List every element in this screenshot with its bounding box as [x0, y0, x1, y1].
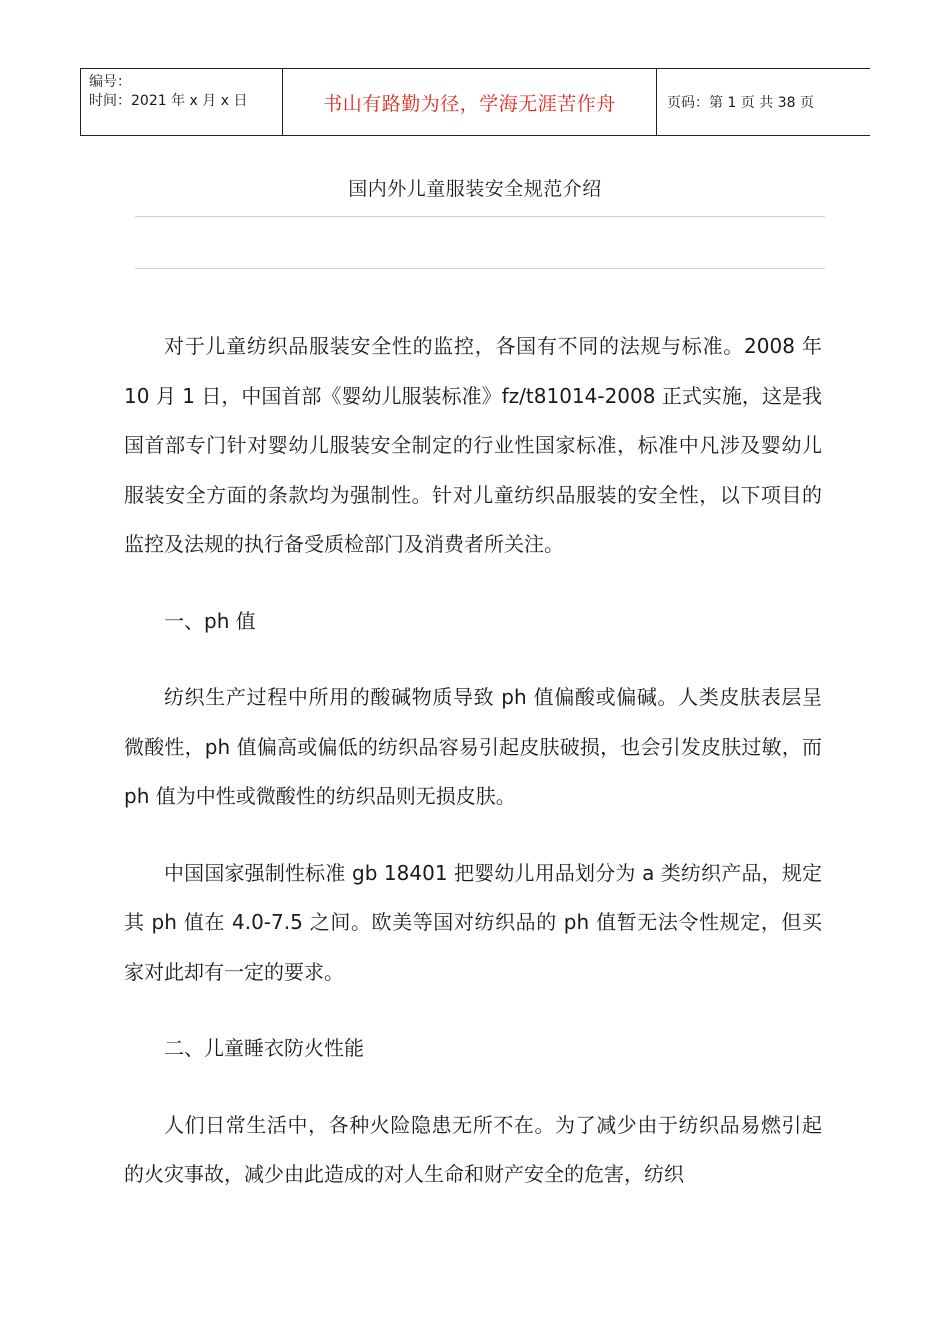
- paragraph-fire-risk: 人们日常生活中，各种火险隐患无所不在。为了减少由于纺织品易燃引起的火灾事故，减少由此造成的对人生命和财产安全的危害，纺织: [124, 1112, 822, 1186]
- title-divider-bottom: [135, 268, 825, 269]
- document-title: 国内外儿童服装安全规范介绍: [348, 178, 602, 200]
- document-number-label: 编号：: [89, 74, 131, 90]
- title-divider-top: [135, 216, 825, 217]
- section-heading-ph: 一、ph 值: [164, 608, 256, 633]
- paragraph-ph-effects: 纺织生产过程中所用的酸碱物质导致 ph 值偏酸或偏碱。人类皮肤表层呈微酸性，ph 值偏高或偏低的纺织品容易引起皮肤破损，也会引发皮肤过敏，而 ph 值为中性或微酸性的纺织品则无损皮肤。: [124, 685, 822, 808]
- paragraph-ph-standard: 中国国家强制性标准 gb 18401 把婴幼儿用品划分为 a 类纺织产品，规定其 ph 值在 4.0-7.5 之间。欧美等国对纺织品的 ph 值暂无法令性规定，但买家对此却有一定的要求。: [124, 860, 822, 984]
- document-date: 时间：2021 年 x 月 x 日: [89, 93, 248, 109]
- header-motto-cell: [283, 69, 657, 135]
- paragraph-intro: 对于儿童纺织品服装安全性的监控，各国有不同的法规与标准。2008 年 10 月 1 日，中国首部《婴幼儿服装标准》fz/t81014-2008 正式实施，这是我国首部专门针对婴幼儿服装安全制定的行业性国家标准，标准中凡涉及婴幼儿服装安全方面的条款均为强制性。针对儿童纺织品服装的安全性，以下项目的监控及法规的执行备受质检部门及消费者所关注。: [124, 334, 822, 556]
- header-page-cell: [657, 69, 870, 135]
- document-body: [124, 322, 822, 1227]
- section-heading-flammability: 二、儿童睡衣防火性能: [164, 1036, 364, 1060]
- page-info: 页码：第 1 页 共 38 页: [667, 95, 814, 111]
- motto-text: 书山有路勤为径，学海无涯苦作舟: [323, 92, 616, 115]
- header-meta-cell: [81, 69, 283, 135]
- document-header-table: [80, 68, 870, 136]
